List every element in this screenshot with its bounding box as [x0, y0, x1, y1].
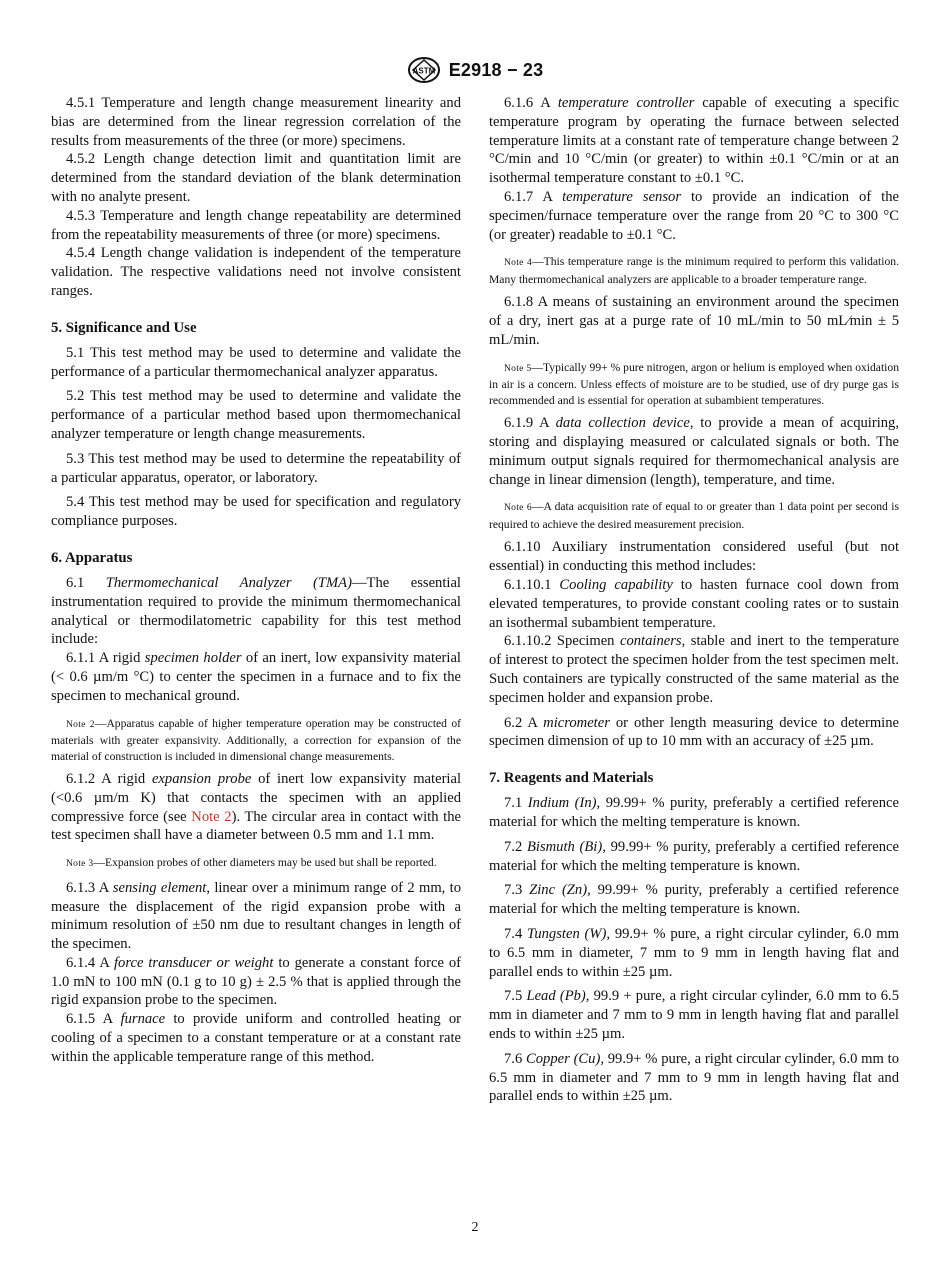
svg-text:ASTM: ASTM	[412, 66, 436, 76]
paragraph-7-4: 7.4 Tungsten (W), 99.9+ % pure, a right circular cylinder, 6.0 mm to 6.5 mm in diameter, 7 mm to 9 mm in length having flat and parallel ends to within ±25 µm.	[489, 926, 899, 980]
paragraph-6-1-3: 6.1.3 A sensing element, linear over a minimum range of 2 mm, to measure the displacement of the rigid expansion probe with a minimum resolution of ±50 nm due to resultant changes in length of the specimen.	[51, 879, 462, 953]
paragraph-6-1-9: 6.1.9 A data collection device, to provide a mean of acquiring, storing and displaying measured or calculated signals or both. The minimum output signals required for thermomechanical analysis are change in linear dimension (length), temperature, and time.	[489, 415, 899, 488]
paragraph-7-6: 7.6 Copper (Cu), 99.9+ % pure, a right circular cylinder, 6.0 mm to 6.5 mm in diameter and 7 mm to 9 mm in length having flat and parallel ends to within ±25 µm.	[489, 1050, 899, 1105]
paragraph-4-5-4: 4.5.4 Length change validation is independent of the temperature validation. The respective validations need not involve consistent ranges.	[51, 245, 461, 299]
paragraph-6-1-6: 6.1.6 A temperature controller capable of executing a specific temperature program by operating the furnace between selected temperature limits at a constant rate of temperature change between 2 °C/min and 10 °C/min (or greater) to within ±0.1 °C/min or at an isothermal temperature constant to ±0.1 °C.	[489, 95, 899, 187]
paragraph-6-1-5: 6.1.5 A furnace to provide uniform and controlled heating or cooling of a specimen to a constant temperature or at a constant rate within the applicable temperature range of this method.	[51, 1011, 461, 1065]
note-2-link[interactable]: Note 2	[191, 808, 232, 825]
right-column	[489, 94, 899, 1106]
paragraph-6-1-10-1: 6.1.10.1 Cooling capability to hasten furnace cool down from elevated temperatures, to provide constant cooling rates or to sustain an isothermal subambient temperature.	[489, 577, 899, 631]
paragraph-6-1-2: 6.1.2 A rigid expansion probe of inert low expansivity material (<0.6 µm/m K) that contacts the specimen with an applied compressive force (see Note 2). The circular area in contact with the test specimen shall have a diameter between 0.5 mm and 1.1 mm.	[51, 771, 462, 844]
paragraph-5-4: 5.4 This test method may be used for specification and regulatory compliance purposes.	[51, 494, 461, 530]
section-heading-6: 6. Apparatus	[51, 549, 133, 566]
paragraph-5-2: 5.2 This test method may be used to determine and validate the performance of a particular method based upon thermomechanical analyzer temperature or length change measurements.	[51, 388, 461, 442]
page-number: 2	[471, 1220, 479, 1235]
section-heading-5: 5. Significance and Use	[51, 319, 197, 336]
note-2: Note 2—Apparatus capable of higher temperature operation may be constructed of materials with greater expansivity. Additionally, a correction for expansion of the material of construction is included in dimensional change measurements.	[51, 716, 461, 763]
paragraph-7-2: 7.2 Bismuth (Bi), 99.99+ % purity, preferably a certified reference material for which the melting temperature is known.	[489, 838, 900, 874]
paragraph-6-1-10-2: 6.1.10.2 Specimen containers, stable and inert to the temperature of interest to protect the specimen holder from the test specimen melt. Such containers are typically constructed of the same material as the specimen holder and expansion probe.	[489, 633, 899, 706]
paragraph-7-5: 7.5 Lead (Pb), 99.9 + pure, a right circular cylinder, 6.0 mm to 6.5 mm in diameter and 7 mm to 9 mm in length having flat and parallel ends to within ±25 µm.	[489, 988, 900, 1042]
paragraph-7-1: 7.1 Indium (In), 99.99+ % purity, preferably a certified reference material for which the melting temperature is known.	[489, 795, 899, 831]
paragraph-4-5-3: 4.5.3 Temperature and length change repeatability are determined from the repeatability measurements of three (or more) specimens.	[51, 207, 461, 243]
paragraph-6-1-10: 6.1.10 Auxiliary instrumentation considered useful (but not essential) in conducting this method includes:	[489, 539, 899, 575]
paragraph-6-1: 6.1 Thermomechanical Analyzer (TMA)—The essential instrumentation required to provide the minimum thermomechanical analytical or thermodilatometric capability for this test method include:	[51, 574, 461, 648]
left-column	[51, 94, 461, 1067]
note-6: Note 6—A data acquisition rate of equal to or greater than 1 data point per second is required to achieve the desired measurement precision.	[489, 500, 899, 531]
note-5: Note 5—Typically 99+ % pure nitrogen, argon or helium is employed when oxidation in air is a concern. Unless effects of moisture are to be studied, use of dry purge gas is recommended and is essential for operation at subambient temperatures.	[489, 360, 899, 407]
section-heading-7: 7. Reagents and Materials	[489, 770, 654, 787]
document-designation: E2918 − 23	[448, 59, 544, 80]
paragraph-4-5-2: 4.5.2 Length change detection limit and quantitation limit are determined from the standard deviation of the blank determination with no analyte present.	[51, 151, 461, 205]
paragraph-6-1-7: 6.1.7 A temperature sensor to provide an indication of the specimen/furnace temperature over the range from 20 °C to 300 °C (or greater) readable to ±0.1 °C.	[489, 188, 899, 243]
paragraph-6-2: 6.2 A micrometer or other length measuring device to determine specimen dimension of up to 10 mm with an accuracy of ±25 µm.	[489, 714, 900, 750]
paragraph-6-1-4: 6.1.4 A force transducer or weight to generate a constant force of 1.0 mN to 100 mN (0.1 g to 10 g) ± 2.5 % that is applied through the rigid expansion probe to the specimen.	[51, 954, 462, 1009]
paragraph-7-3: 7.3 Zinc (Zn), 99.99+ % purity, preferably a certified reference material for which the melting temperature is known.	[489, 882, 899, 918]
page-header	[0, 56, 950, 84]
note-4: Note 4—This temperature range is the minimum required to perform this validation. Many thermomechanical analyzers are applicable to a broader temperature range.	[489, 255, 899, 286]
paragraph-5-3: 5.3 This test method may be used to determine the repeatability of a particular apparatus, operator, or laboratory.	[51, 450, 461, 486]
paragraph-6-1-8: 6.1.8 A means of sustaining an environment around the specimen of a dry, inert gas at a purge rate of 10 mL/min to 50 mL⁄min ± 5 mL/min.	[489, 294, 899, 348]
paragraph-4-5-1: 4.5.1 Temperature and length change measurement linearity and bias are determined from the linear regression correlation of the results from measurements of the three (or more) specimens.	[51, 95, 461, 149]
note-3: Note 3—Expansion probes of other diameters may be used but shall be reported.	[66, 856, 437, 870]
paragraph-5-1: 5.1 This test method may be used to determine and validate the performance of a particular thermomechanical analyzer apparatus.	[51, 344, 461, 380]
paragraph-6-1-1: 6.1.1 A rigid specimen holder of an inert, low expansivity material (< 0.6 µm/m °C) to center the specimen in a furnace and to fix the specimen to mechanical ground.	[51, 650, 461, 704]
astm-logo-icon	[407, 56, 441, 84]
